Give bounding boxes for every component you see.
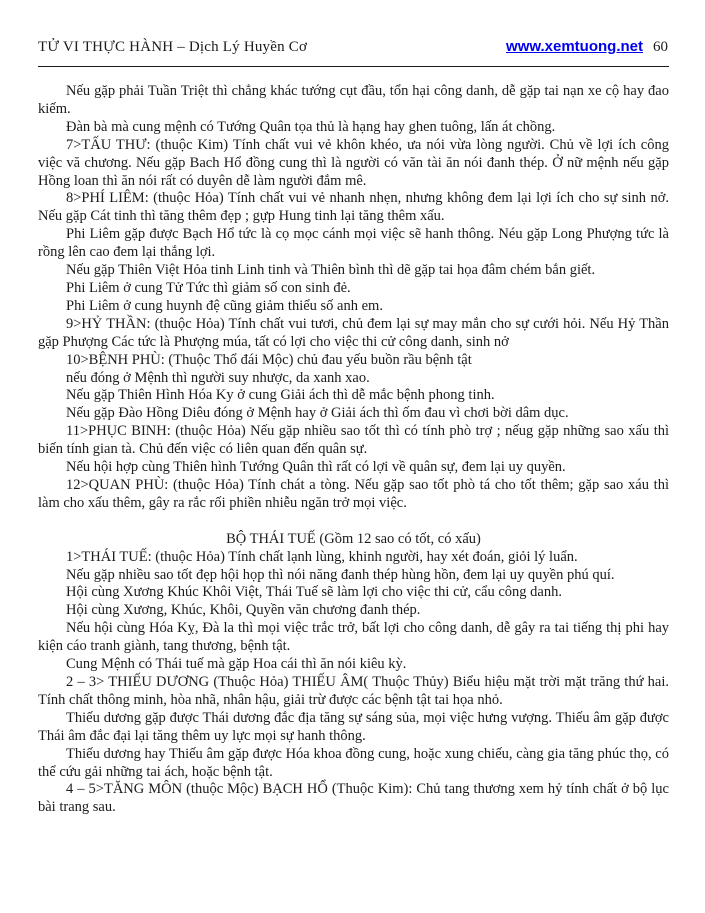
paragraph: 7>TẤU THƯ: (thuộc Kim) Tính chất vui vẻ khôn khéo, ưa nói vừa lòng người. Chủ về lợi ích công việc vă chương. Nếu gặp Bach Hổ đồng cung thì là người có văn tài ăn nói đanh thép. Ở nữ mệnh nếu gặp Hồng loan thì ăn nói rất có duyên dễ làm người đắm mê. [38, 136, 669, 189]
website-link[interactable]: www.xemtuong.net [506, 38, 643, 55]
paragraph: 1>THÁI TUẾ: (thuộc Hỏa) Tính chất lạnh lùng, khinh người, hay xét đoán, giỏi lý luẩn. [66, 548, 578, 565]
header-divider [38, 66, 669, 67]
paragraph: Phi Liêm ở cung Tử Tức thì giảm số con sinh đẻ. [66, 279, 351, 296]
paragraph: Nếu hội cùng Hóa Kỵ, Đà la thì mọi việc trắc trở, bất lợi cho công danh, dễ gây ra tai tiếng thị phi hay kiện cáo tranh giành, tang thương, bệnh tật. [38, 620, 669, 655]
paragraph: 11>PHỤC BINH: (thuộc Hỏa) Nếu gặp nhiều sao tốt thì có tính phò trợ ; nếug gặp những sao xấu thì biến tính gian tà. Chủ đến việc có liên quan đến quân sự. [38, 423, 669, 458]
paragraph: 12>QUAN PHÙ: (thuộc Hỏa) Tính chát a tòng. Nếu gặp sao tốt phò tá cho tốt thêm; gặp sao xáu thì làm cho xấu thêm, gây ra rắc rối phiền nhiễu ngăn trở mọi việc. [38, 476, 669, 511]
paragraph: 9>HỶ THẦN: (thuộc Hỏa) Tính chất vui tươi, chủ đem lại sự may mắn cho sự cưới hỏi. Nếu Hỷ Thần gặp Phượng Các tức là Phượng múa, tất có lợi cho việc thi cử công danh, sinh nở [38, 315, 669, 350]
paragraph: Thiếu dương gặp được Thái dương đắc địa tăng sự sáng sủa, mọi việc hưng vượng. Thiếu âm gặp được Thái âm đắc đại lại tăng thêm uy lực mọi sự hanh thông. [38, 709, 669, 744]
paragraph: Nếu gặp phải Tuần Triệt thì chẳng khác tướng cụt đầu, tổn hại công danh, dễ gặp tai nạn xe cộ hay đao kiếm. [38, 83, 669, 117]
paragraph: Hội cùng Xương Khúc Khôi Việt, Thái Tuế sẽ làm lợi cho việc thi cử, cẩu công danh. [66, 584, 562, 601]
paragraph: Nếu gặp Đào Hồng Diêu đóng ở Mệnh hay ở Giải ách thì ốm đau vì chơi bời dâm dục. [66, 405, 569, 422]
paragraph: Phi Liêm ở cung huynh đệ cũng giảm thiểu số anh em. [66, 297, 383, 314]
page-number: 60 [653, 39, 668, 55]
document-title: TỬ VI THỰC HÀNH – Dịch Lý Huyền Cơ [38, 39, 308, 55]
paragraph: Nếu gặp Thiên Hình Hóa Ky ở cung Giải ách thì dễ mắc bệnh phong tinh. [66, 387, 495, 404]
paragraph: Phi Liêm gặp được Bạch Hổ tức là cọ mọc cánh mọi việc sẽ hanh thông. Néu gặp Long Phượng tức là rồng lên cao đem lại thắng lợi. [38, 226, 669, 261]
paragraph: nếu đóng ở Mệnh thì người suy nhược, da xanh xao. [66, 369, 370, 386]
paragraph: Hội cùng Xương, Khúc, Khôi, Quyền văn chương đanh thép. [66, 602, 421, 619]
section-heading: BỘ THÁI TUẾ (Gồm 12 sao có tốt, có xấu) [226, 530, 481, 547]
header-right [506, 38, 668, 56]
paragraph: Thiếu dương hay Thiếu âm gặp được Hóa khoa đồng cung, hoặc xung chiếu, càng gia tăng phúc thọ, có thể cứu gải những tai ách, hoặc bệnh tật. [38, 745, 669, 780]
paragraph: 4 – 5>TĂNG MÔN (thuộc Mộc) BẠCH HỔ (Thuộc Kim): Chủ tang thương xem hỷ tính chất ở bộ lục bài trang sau. [38, 781, 669, 816]
paragraph: 2 – 3> THIẾU DƯƠNG (Thuộc Hỏa) THIẾU ÂM( Thuộc Thủy) Biểu hiệu mặt trời mặt trăng thứ hai. Tính chất thông minh, hòa nhã, nhân hậu, giải trừ được các bệnh tật tai họa nhỏ. [38, 674, 669, 708]
paragraph: Nếu gặp Thiên Việt Hỏa tinh Linh tinh và Thiên bình thì dẽ gặp tai họa đâm chém bắn giết. [66, 262, 596, 279]
paragraph: Đàn bà mà cung mệnh có Tướng Quân tọa thủ là hạng hay ghen tuông, lấn át chồng. [66, 118, 556, 135]
page-header [38, 38, 668, 56]
paragraph: Cung Mệnh có Thái tuế mà gặp Hoa cái thì ăn nói kiêu kỳ. [66, 656, 407, 673]
paragraph: Nếu gặp nhiều sao tốt đẹp hội họp thì nói năng đanh thép hùng hồn, đem lại uy quyền phú quí. [66, 566, 615, 583]
document-body [38, 83, 669, 817]
paragraph: 10>BỆNH PHÙ: (Thuộc Thổ đái Mộc) chủ đau yếu buồn rầu bệnh tật [66, 351, 472, 368]
paragraph: 8>PHÍ LIÊM: (thuộc Hỏa) Tính chất vui vẻ nhanh nhẹn, nhưng không đem lại lợi ích cho sự sinh nở. Nếu gặp Cát tinh thì tăng thêm đẹp ; gựp Hung tinh lại tăng thêm xấu. [38, 190, 669, 225]
paragraph: Nếu hội hợp cùng Thiên hình Tướng Quân thì rất có lợi về quân sự, đem lại uy quyền. [66, 459, 566, 476]
